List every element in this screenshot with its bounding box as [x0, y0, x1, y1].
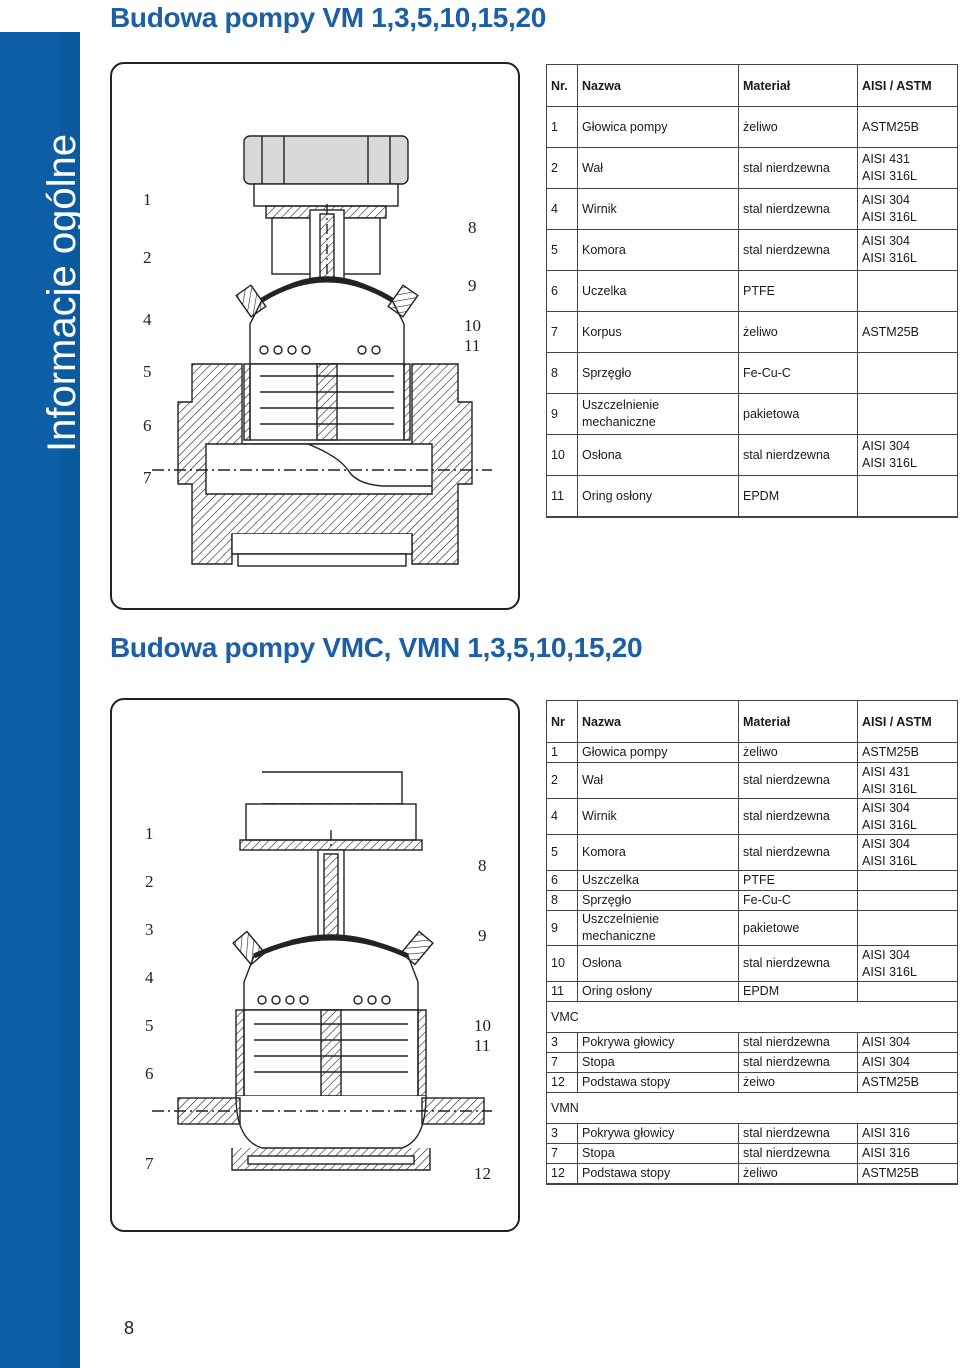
table-row — [547, 1164, 957, 1184]
cell-aisi — [858, 353, 957, 394]
cell-nr: 7 — [547, 1144, 578, 1164]
cell-material: stal nierdzewna — [739, 799, 858, 835]
cell-aisi: AISI 316 — [858, 1124, 957, 1144]
callout-7: 7 — [143, 468, 152, 487]
callout-2: 2 — [145, 872, 154, 891]
cell-material: stal nierdzewna — [739, 835, 858, 871]
cell-name: Uszczelnienie mechaniczne — [578, 911, 739, 946]
pump-vm-cross-section — [112, 64, 518, 608]
cell-aisi — [858, 891, 957, 911]
cell-aisi: AISI 431 AISI 316L — [858, 763, 957, 799]
table-row — [547, 835, 957, 871]
group-vmc — [547, 1002, 957, 1033]
cell-name: Podstawa stopy — [578, 1164, 739, 1184]
cell-name: Stopa — [578, 1053, 739, 1073]
cell-nr: 9 — [547, 394, 578, 435]
cell-name: Wał — [578, 763, 739, 799]
sidebar — [0, 32, 84, 1368]
cell-nr: 2 — [547, 148, 578, 189]
table-row — [547, 312, 957, 353]
page-number: 8 — [124, 1318, 135, 1338]
cell-nr: 5 — [547, 230, 578, 271]
callout-11: 11 — [474, 1036, 491, 1055]
cell-material: Fe-Cu-C — [739, 353, 858, 394]
table-row — [547, 271, 957, 312]
cell-aisi — [858, 871, 957, 891]
cell-material: stal nierdzewna — [739, 1053, 858, 1073]
cell-aisi: ASTM25B — [858, 1073, 957, 1093]
callout-4: 4 — [143, 310, 152, 329]
table-row — [547, 743, 957, 763]
cell-name: Podstawa stopy — [578, 1073, 739, 1093]
cell-nr: 7 — [547, 312, 578, 353]
cell-name: Korpus — [578, 312, 739, 353]
table-row — [547, 982, 957, 1002]
cell-material: stal nierdzewna — [739, 189, 858, 230]
cell-aisi — [858, 911, 957, 946]
cell-nr: 3 — [547, 1033, 578, 1053]
cell-name: Wirnik — [578, 799, 739, 835]
table-row — [547, 148, 957, 189]
cell-name: Głowica pompy — [578, 107, 739, 148]
table-row — [547, 891, 957, 911]
table-row — [547, 871, 957, 891]
cell-name: Osłona — [578, 435, 739, 476]
cell-name: Wał — [578, 148, 739, 189]
cell-nr: 1 — [547, 743, 578, 763]
table-row — [547, 189, 957, 230]
cell-material: żeliwo — [739, 107, 858, 148]
callout-9: 9 — [478, 926, 487, 945]
cell-name: Oring osłony — [578, 476, 739, 517]
drawing-panel-vmc-vmn — [110, 698, 520, 1232]
cell-material: EPDM — [739, 476, 858, 517]
cell-aisi: AISI 304 AISI 316L — [858, 230, 957, 271]
cell-material: żeliwo — [739, 312, 858, 353]
cell-aisi: ASTM25B — [858, 1164, 957, 1184]
table-row — [547, 1033, 957, 1053]
col-header-name: Nazwa — [578, 65, 739, 107]
cell-nr: 12 — [547, 1164, 578, 1184]
cell-aisi: AISI 431 AISI 316L — [858, 148, 957, 189]
cell-name: Głowica pompy — [578, 743, 739, 763]
table-row — [547, 394, 957, 435]
cell-material: pakietowe — [739, 911, 858, 946]
group-vmc-label: VMC — [547, 1002, 957, 1033]
cell-nr: 11 — [547, 982, 578, 1002]
cell-material: żeliwo — [739, 1164, 858, 1184]
cell-aisi: ASTM25B — [858, 107, 957, 148]
cell-material: stal nierdzewna — [739, 946, 858, 982]
col-header-nr: Nr. — [547, 65, 578, 107]
cell-aisi: AISI 304 AISI 316L — [858, 799, 957, 835]
table-row — [547, 1073, 957, 1093]
group-vmn-label: VMN — [547, 1093, 957, 1124]
table-row — [547, 107, 957, 148]
group-vmn — [547, 1093, 957, 1124]
callout-1: 1 — [145, 824, 154, 843]
page-title-vmc-vmn: Budowa pompy VMC, VMN 1,3,5,10,15,20 — [110, 632, 643, 663]
cell-material: stal nierdzewna — [739, 1033, 858, 1053]
cell-name: Sprzęgło — [578, 891, 739, 911]
cell-name: Sprzęgło — [578, 353, 739, 394]
cell-aisi: ASTM25B — [858, 743, 957, 763]
callout-6: 6 — [143, 416, 152, 435]
cell-name: Wirnik — [578, 189, 739, 230]
page-title-vm: Budowa pompy VM 1,3,5,10,15,20 — [110, 2, 547, 33]
cell-name: Uszczelka — [578, 871, 739, 891]
cell-material: EPDM — [739, 982, 858, 1002]
col-header-nr: Nr — [547, 701, 578, 743]
cell-material: stal nierdzewna — [739, 230, 858, 271]
cell-nr: 4 — [547, 799, 578, 835]
cell-nr: 5 — [547, 835, 578, 871]
table-row — [547, 763, 957, 799]
table-row — [547, 230, 957, 271]
table-row — [547, 799, 957, 835]
callout-11: 11 — [464, 336, 481, 355]
cell-aisi — [858, 394, 957, 435]
callout-12: 12 — [474, 1164, 491, 1183]
cell-nr: 7 — [547, 1053, 578, 1073]
cell-material: stal nierdzewna — [739, 1124, 858, 1144]
cell-aisi: AISI 304 AISI 316L — [858, 435, 957, 476]
cell-nr: 6 — [547, 271, 578, 312]
cell-material: pakietowa — [739, 394, 858, 435]
parts-table-vm-body — [547, 107, 957, 517]
cell-nr: 8 — [547, 891, 578, 911]
cell-material: PTFE — [739, 271, 858, 312]
cell-aisi — [858, 271, 957, 312]
cell-nr: 8 — [547, 353, 578, 394]
cell-material: Fe-Cu-C — [739, 891, 858, 911]
cell-nr: 9 — [547, 911, 578, 946]
callout-2: 2 — [143, 248, 152, 267]
cell-nr: 12 — [547, 1073, 578, 1093]
cell-material: stal nierdzewna — [739, 763, 858, 799]
cell-nr: 6 — [547, 871, 578, 891]
callout-4: 4 — [145, 968, 154, 987]
table-row — [547, 946, 957, 982]
table-row — [547, 476, 957, 517]
parts-table-vmc-vmn — [546, 700, 958, 1185]
cell-nr: 4 — [547, 189, 578, 230]
drawing-panel-vm — [110, 62, 520, 610]
callout-10: 10 — [474, 1016, 491, 1035]
cell-material: żeiwo — [739, 1073, 858, 1093]
cell-aisi — [858, 982, 957, 1002]
parts-table-vmc-vmn-body — [547, 743, 957, 1184]
section-label: Informacje ogólne — [40, 134, 84, 452]
cell-nr: 3 — [547, 1124, 578, 1144]
cell-name: Uszczelnienie mechaniczne — [578, 394, 739, 435]
callout-1: 1 — [143, 190, 152, 209]
col-header-aisi: AISI / ASTM — [858, 701, 957, 743]
pump-vmc-vmn-cross-section — [112, 700, 518, 1230]
table-row — [547, 1124, 957, 1144]
cell-material: PTFE — [739, 871, 858, 891]
callout-5: 5 — [145, 1016, 154, 1035]
cell-name: Stopa — [578, 1144, 739, 1164]
callout-10: 10 — [464, 316, 481, 335]
cell-name: Pokrywa głowicy — [578, 1124, 739, 1144]
cell-name: Uczelka — [578, 271, 739, 312]
cell-aisi: AISI 316 — [858, 1144, 957, 1164]
cell-nr: 10 — [547, 435, 578, 476]
callout-3: 3 — [145, 920, 154, 939]
cell-nr: 10 — [547, 946, 578, 982]
cell-nr: 1 — [547, 107, 578, 148]
col-header-name: Nazwa — [578, 701, 739, 743]
cell-aisi: AISI 304 AISI 316L — [858, 189, 957, 230]
table-row — [547, 435, 957, 476]
callout-5: 5 — [143, 362, 152, 381]
cell-nr: 2 — [547, 763, 578, 799]
callout-7: 7 — [145, 1154, 154, 1173]
cell-name: Pokrywa głowicy — [578, 1033, 739, 1053]
cell-nr: 11 — [547, 476, 578, 517]
cell-aisi: AISI 304 AISI 316L — [858, 835, 957, 871]
cell-material: żeliwo — [739, 743, 858, 763]
table-row — [547, 911, 957, 946]
cell-aisi: AISI 304 — [858, 1053, 957, 1073]
table-row — [547, 353, 957, 394]
cell-aisi: AISI 304 — [858, 1033, 957, 1053]
cell-aisi: ASTM25B — [858, 312, 957, 353]
table-row — [547, 1144, 957, 1164]
callout-6: 6 — [145, 1064, 154, 1083]
cell-name: Oring osłony — [578, 982, 739, 1002]
table-row — [547, 1053, 957, 1073]
parts-table-vm — [546, 64, 958, 518]
cell-material: stal nierdzewna — [739, 1144, 858, 1164]
cell-name: Komora — [578, 230, 739, 271]
callout-9: 9 — [468, 276, 477, 295]
cell-aisi: AISI 304 AISI 316L — [858, 946, 957, 982]
col-header-aisi: AISI / ASTM — [858, 65, 957, 107]
col-header-material: Materiał — [739, 701, 858, 743]
callout-8: 8 — [468, 218, 477, 237]
cell-name: Komora — [578, 835, 739, 871]
cell-aisi — [858, 476, 957, 517]
col-header-material: Materiał — [739, 65, 858, 107]
cell-name: Osłona — [578, 946, 739, 982]
callout-8: 8 — [478, 856, 487, 875]
cell-material: stal nierdzewna — [739, 435, 858, 476]
cell-material: stal nierdzewna — [739, 148, 858, 189]
